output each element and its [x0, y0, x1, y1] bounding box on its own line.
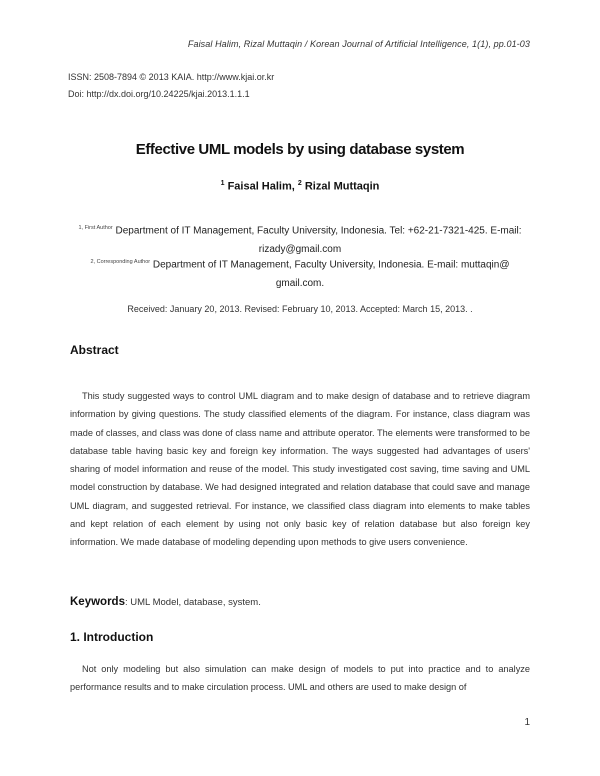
affiliation-2: [70, 253, 530, 293]
affiliation-1-text: Department of IT Management, Faculty University, Indonesia. Tel: +62-21-7321-425. E-mail: rizady@gmail.com: [115, 225, 522, 256]
abstract-heading: Abstract: [70, 343, 119, 357]
page-number: 1: [524, 717, 530, 728]
keywords-text: : UML Model, database, system.: [124, 597, 261, 608]
paper-title: Effective UML models by using database system: [135, 141, 465, 158]
keywords-label: Keywords: [70, 596, 125, 608]
doi-line: Doi: http://dx.doi.org/10.24225/kjai.2013.1.1.1: [68, 89, 250, 99]
received-dates: Received: January 20, 2013. Revised: February 10, 2013. Accepted: March 15, 2013. .: [127, 304, 473, 314]
author-1-number: 1: [220, 180, 225, 187]
author-1-name: Faisal Halim,: [227, 180, 298, 193]
author-2-number: 2: [297, 180, 302, 187]
running-head: Faisal Halim, Rizal Muttaqin / Korean Journal of Artificial Intelligence, 1(1), pp.01-03: [187, 39, 530, 49]
keywords-line: [70, 596, 261, 608]
abstract-body: This study suggested ways to control UML diagram and to make design of database and to retrieve diagram information by giving questions. The study classified elements of the diagram. For instance, class diagram was made of classes, and class was done of class name and attribute operator. The elements were transformed to be database table having basic key and foreign key information. The ways suggested had advantages of users' sharing of model information and reuse of the model. This study investigated cost saving, time saving and UML model construction by database. We had designed integrated and relation database that could save and manage UML diagram, and suggested retrieval. For instance, we classified class diagram into elements to make tables and kept relation of each element by using not only basic key of relation database but also foreign key information. We made database of modeling depending upon methods to give users convenience.: [70, 391, 530, 548]
introduction-heading: 1. Introduction: [70, 630, 154, 644]
affiliation-1-tag: 1, First Author: [78, 225, 113, 231]
author-2-name: Rizal Muttaqin: [304, 180, 380, 193]
affiliation-2-tag: 2, Corresponding Author: [90, 259, 151, 265]
issn-line: ISSN: 2508-7894 © 2013 KAIA. http://www.kjai.or.kr: [68, 72, 275, 82]
author-line: [0, 180, 600, 193]
affiliation-2-text: Department of IT Management, Faculty University, Indonesia. E-mail: muttaqin@ gmail.com.: [152, 259, 510, 290]
introduction-body: Not only modeling but also simulation can make design of models to put into practice and to analyze performance results and to make circulation process. UML and others are used to make design of: [70, 664, 530, 693]
